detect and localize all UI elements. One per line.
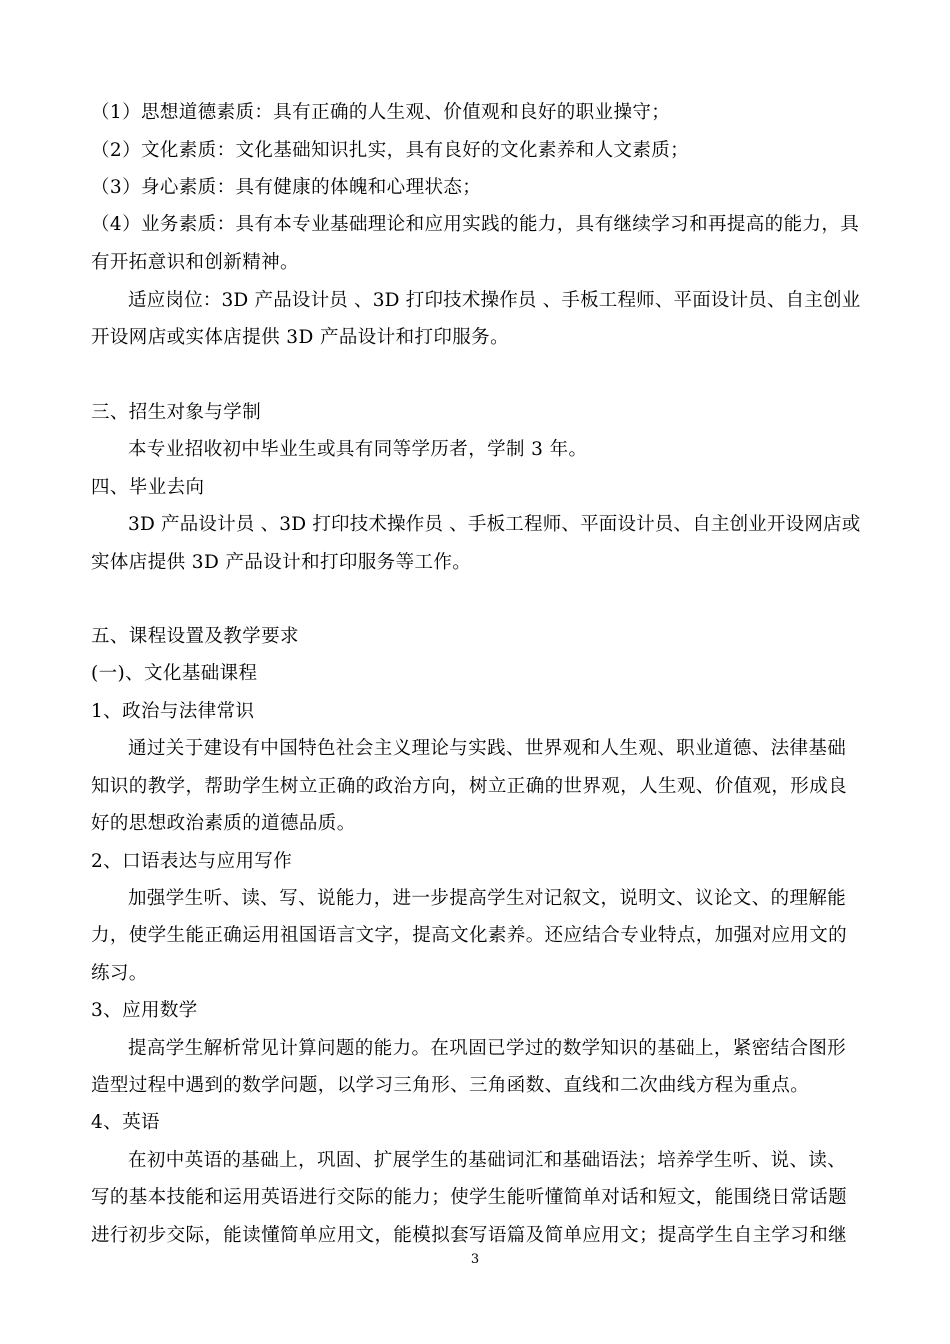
english-paragraph-cont-2: 进行初步交际，能读懂简单应用文，能模拟套写语篇及简单应用文；提高学生自主学习和继 bbox=[91, 1225, 848, 1246]
enrollment-paragraph: 本专业招收初中毕业生或具有同等学历者，学制 3 年。 bbox=[128, 439, 588, 460]
positions-paragraph-cont: 开设网店或实体店提供 3D 产品设计和打印服务。 bbox=[91, 327, 509, 348]
course-heading-writing: 2、口语表达与应用写作 bbox=[91, 851, 293, 872]
course-heading-politics: 1、政治与法律常识 bbox=[91, 701, 255, 722]
graduation-paragraph: 3D 产品设计员 、3D 打印技术操作员 、手板工程师、平面设计员、自主创业开设网店或 bbox=[128, 514, 861, 535]
section-heading-enrollment: 三、招生对象与学制 bbox=[91, 402, 262, 423]
quality-item-3: （3）身心素质：具有健康的体魄和心理状态； bbox=[91, 177, 482, 198]
writing-paragraph-cont-2: 练习。 bbox=[91, 963, 148, 984]
positions-paragraph: 适应岗位：3D 产品设计员 、3D 打印技术操作员 、手板工程师、平面设计员、自主创业 bbox=[128, 290, 861, 311]
section-heading-curriculum: 五、课程设置及教学要求 bbox=[91, 626, 299, 647]
math-paragraph-cont: 造型过程中遇到的数学问题，以学习三角形、三角函数、直线和二次曲线方程为重点。 bbox=[91, 1075, 810, 1096]
english-paragraph-cont-1: 写的基本技能和运用英语进行交际的能力；使学生能听懂简单对话和短文，能围绕日常话题 bbox=[91, 1187, 848, 1208]
section-heading-graduation: 四、毕业去向 bbox=[91, 477, 205, 498]
quality-item-1: （1）思想道德素质：具有正确的人生观、价值观和良好的职业操守； bbox=[91, 102, 671, 123]
course-heading-math: 3、应用数学 bbox=[91, 1000, 198, 1021]
politics-paragraph: 通过关于建设有中国特色社会主义理论与实践、世界观和人生观、职业道德、法律基础 bbox=[128, 738, 847, 759]
writing-paragraph: 加强学生听、读、写、说能力，进一步提高学生对记叙文，说明文、议论文、的理解能 bbox=[128, 888, 847, 909]
math-paragraph: 提高学生解析常见计算问题的能力。在巩固已学过的数学知识的基础上，紧密结合图形 bbox=[128, 1038, 847, 1059]
english-paragraph: 在初中英语的基础上，巩固、扩展学生的基础词汇和基础语法；培养学生听、说、读、 bbox=[128, 1150, 847, 1171]
politics-paragraph-cont-1: 知识的教学，帮助学生树立正确的政治方向，树立正确的世界观，人生观、价值观，形成良 bbox=[91, 776, 848, 797]
page-number: 3 bbox=[470, 1252, 480, 1267]
course-heading-english: 4、英语 bbox=[91, 1112, 160, 1133]
writing-paragraph-cont-1: 力，使学生能正确运用祖国语言文字，提高文化素养。还应结合专业特点，加强对应用文的 bbox=[91, 925, 848, 946]
graduation-paragraph-cont: 实体店提供 3D 产品设计和打印服务等工作。 bbox=[91, 552, 472, 573]
politics-paragraph-cont-2: 好的思想政治素质的道德品质。 bbox=[91, 813, 356, 834]
quality-item-4: （4）业务素质：具有本专业基础理论和应用实践的能力，具有继续学习和再提高的能力，具 bbox=[91, 214, 860, 235]
subsection-heading-cultural: (一)、文化基础课程 bbox=[91, 663, 258, 684]
quality-item-4-cont: 有开拓意识和创新精神。 bbox=[91, 252, 299, 273]
quality-item-2: （2）文化素质：文化基础知识扎实，具有良好的文化素养和人文素质； bbox=[91, 140, 690, 161]
